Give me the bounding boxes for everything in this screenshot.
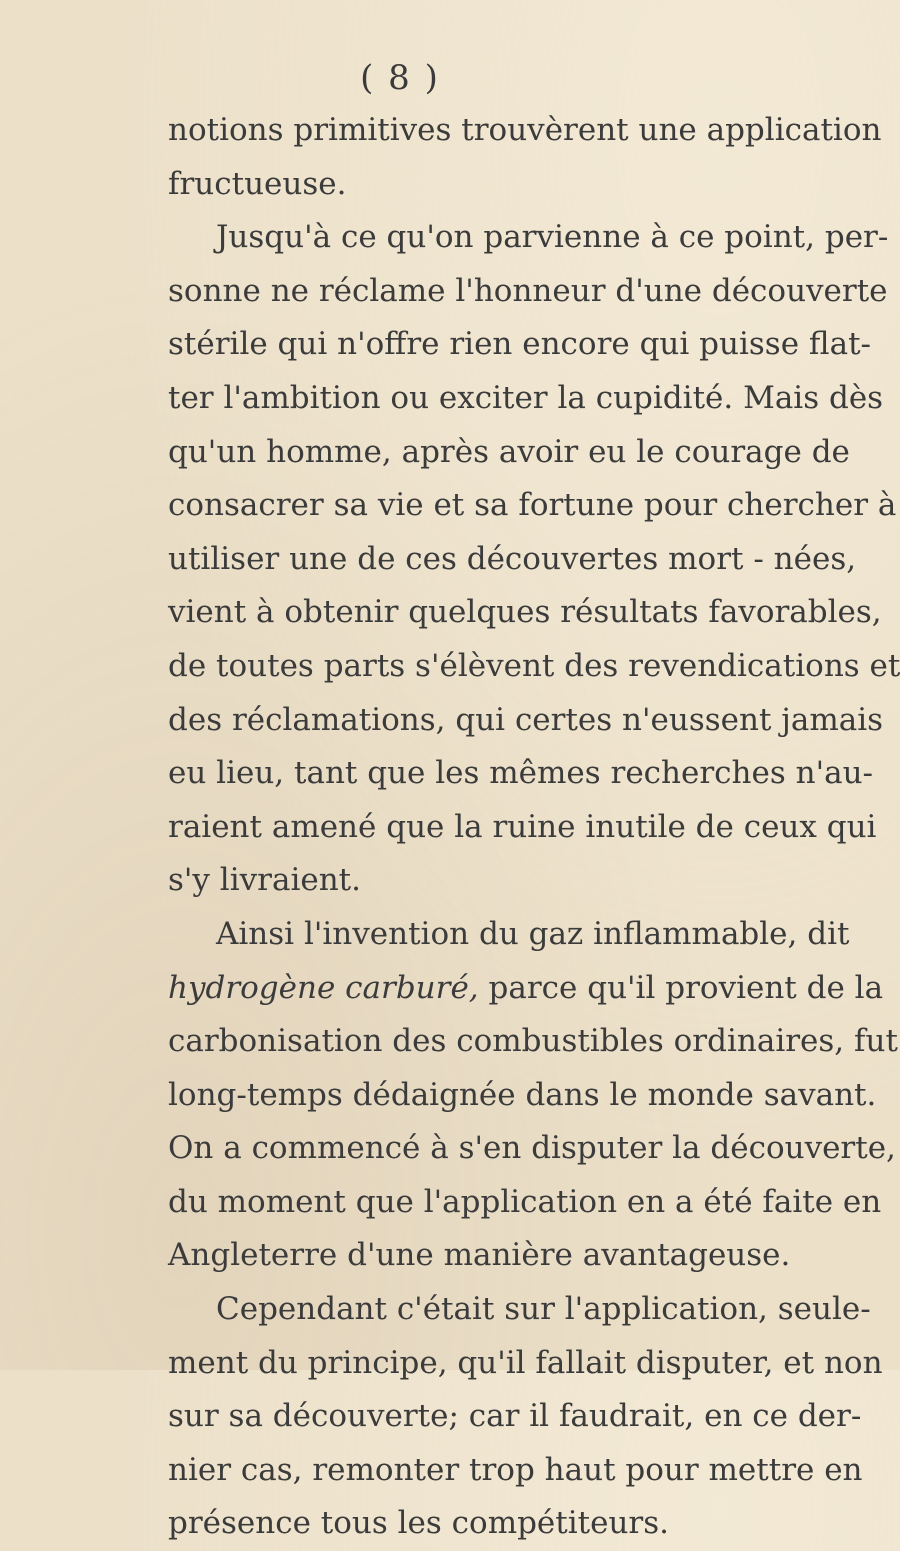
text-line: s'y livraient. [168, 862, 361, 899]
text-line: Angleterre d'une manière avantageuse. [168, 1237, 791, 1274]
text-line: Cependant c'était sur l'application, seule- [216, 1291, 871, 1328]
text-line: Ainsi l'invention du gaz inflammable, dit [216, 915, 850, 952]
text-line: vient à obtenir quelques résultats favorables, [168, 594, 882, 631]
page-number: ( 8 ) [360, 58, 440, 98]
text-line: sonne ne réclame l'honneur d'une découverte [168, 272, 888, 309]
text-line: ment du principe, qu'il fallait disputer, et non [168, 1344, 883, 1381]
text-line: consacrer sa vie et sa fortune pour chercher à [168, 487, 897, 524]
text-line: On a commencé à s'en disputer la découverte, [168, 1130, 896, 1167]
text-line: long-temps dédaignée dans le monde savant. [168, 1076, 877, 1113]
text-line: nier cas, remonter trop haut pour mettre en [168, 1451, 863, 1488]
body-text [168, 104, 900, 1551]
text-line: carbonisation des combustibles ordinaires, fut [168, 1023, 898, 1060]
text-line: Jusqu'à ce qu'on parvienne à ce point, per- [216, 219, 889, 256]
text-line: stérile qui n'offre rien encore qui puisse flat- [168, 326, 871, 363]
text-line: notions primitives trouvèrent une application [168, 112, 882, 148]
text-line: sur sa découverte; car il faudrait, en ce der- [168, 1398, 862, 1435]
text-line: utiliser une de ces découvertes mort - nées, [168, 540, 857, 577]
text-line: de toutes parts s'élèvent des revendications et [168, 647, 900, 684]
text-line: fructueuse. [168, 165, 347, 202]
text-line: ter l'ambition ou exciter la cupidité. Mais dès [168, 379, 884, 416]
italic-term: hydrogène carburé, [168, 969, 479, 1006]
text-line: présence tous les compétiteurs. [168, 1505, 669, 1542]
text-line [168, 962, 884, 1016]
text-line: raient amené que la ruine inutile de ceux qui [168, 808, 877, 845]
text-line: des réclamations, qui certes n'eussent jamais [168, 701, 884, 738]
text-line: du moment que l'application en a été faite en [168, 1183, 882, 1220]
text-line: eu lieu, tant que les mêmes recherches n'au- [168, 755, 874, 792]
text-line: qu'un homme, après avoir eu le courage de [168, 433, 850, 470]
text-line-rest: parce qu'il provient de la [488, 969, 884, 1006]
